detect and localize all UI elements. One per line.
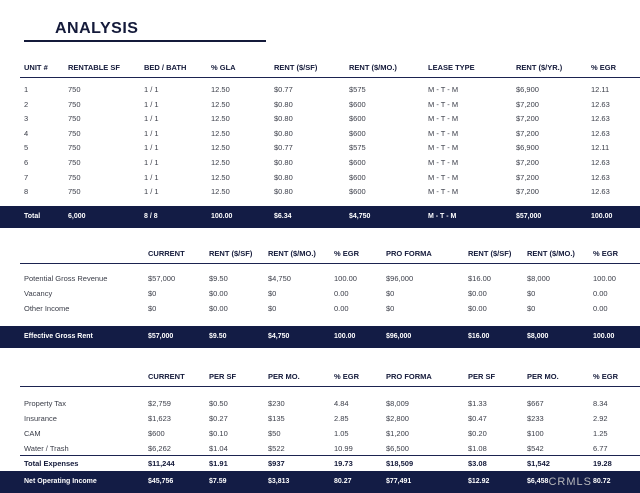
table-cell: $0.80 <box>274 128 293 138</box>
table-cell: $0 <box>268 304 277 313</box>
column-header: PRO FORMA <box>386 249 432 258</box>
table-cell: $6,262 <box>148 444 171 453</box>
total-cell: 100.00 <box>593 333 615 340</box>
table-cell: $6,900 <box>516 143 539 153</box>
noi-cell: 80.27 <box>334 478 352 485</box>
table-cell: $0.80 <box>274 114 293 124</box>
table-cell: $0.00 <box>468 289 487 298</box>
noi-cell: $6,458 <box>527 478 549 485</box>
total-divider <box>20 455 640 456</box>
noi-cell: $7.59 <box>209 478 227 485</box>
total-expenses-cell: $1,542 <box>527 459 550 468</box>
page-title: ANALYSIS <box>55 20 139 37</box>
column-header: % EGR <box>593 372 619 381</box>
table-cell: 12.50 <box>211 143 230 153</box>
table-cell: 12.50 <box>211 158 230 167</box>
table-cell: $0.00 <box>468 304 487 313</box>
table-cell: 0.00 <box>593 289 608 298</box>
total-cell: $8,000 <box>527 333 549 340</box>
table-cell: $0.10 <box>209 429 228 438</box>
table-cell: Insurance <box>24 414 57 423</box>
table-cell: 12.63 <box>591 172 610 182</box>
table-cell: 12.63 <box>591 99 610 109</box>
table-cell: $7,200 <box>516 99 539 109</box>
table-cell: 750 <box>68 143 81 153</box>
table-cell: 12.50 <box>211 128 230 138</box>
column-header: % EGR <box>334 249 360 258</box>
header-divider <box>20 263 640 264</box>
table-cell: M - T - M <box>428 187 459 197</box>
table-cell: Other Income <box>24 304 70 313</box>
total-cell: Total <box>24 213 41 220</box>
table-cell: $2,800 <box>386 414 409 423</box>
table-cell: 1 / 1 <box>144 187 159 197</box>
table-cell: $600 <box>349 99 366 109</box>
table-cell: 6.77 <box>593 444 608 453</box>
table-cell: 12.50 <box>211 99 230 109</box>
total-band <box>0 206 640 228</box>
table-cell: $1.33 <box>468 399 487 408</box>
total-cell: 100.00 <box>591 213 613 220</box>
table-cell: $0 <box>148 304 157 313</box>
total-expenses-cell: $937 <box>268 459 285 468</box>
header-divider <box>20 77 640 78</box>
column-header: RENT ($/SF) <box>274 63 318 72</box>
column-header: % GLA <box>211 63 236 72</box>
table-cell: $575 <box>349 143 366 153</box>
table-cell: $16.00 <box>468 274 491 283</box>
column-header: PER MO. <box>527 372 559 381</box>
column-header: RENT ($/MO.) <box>527 249 575 258</box>
table-cell: $6,500 <box>386 444 409 453</box>
table-cell: 8.34 <box>593 399 608 408</box>
watermark-logo: CRMLS <box>548 476 592 488</box>
table-cell: 1 / 1 <box>144 114 159 124</box>
table-cell: 5 <box>24 143 29 153</box>
noi-cell: $3,813 <box>268 478 290 485</box>
column-header: UNIT # <box>24 63 48 72</box>
table-cell: $9.50 <box>209 274 228 283</box>
table-cell: 4 <box>24 128 29 138</box>
table-cell: 1 <box>24 85 29 94</box>
total-cell: $9.50 <box>209 333 227 340</box>
table-cell: $50 <box>268 429 281 438</box>
column-header: PRO FORMA <box>386 372 432 381</box>
column-header: CURRENT <box>148 372 185 381</box>
total-expenses-cell: Total Expenses <box>24 459 79 468</box>
table-cell: 10.99 <box>334 444 353 453</box>
total-cell: $4,750 <box>268 333 290 340</box>
total-cell: 100.00 <box>211 213 233 220</box>
table-cell: $0.00 <box>209 304 228 313</box>
total-cell: $57,000 <box>148 333 174 340</box>
total-cell: $57,000 <box>516 213 542 220</box>
table-cell: $0.47 <box>468 414 487 423</box>
header-divider <box>20 386 640 387</box>
table-cell: $0 <box>386 304 395 313</box>
total-expenses-cell: $1.91 <box>209 459 228 468</box>
table-cell: $667 <box>527 399 544 408</box>
table-cell: $0.00 <box>209 289 228 298</box>
table-cell: $8,009 <box>386 399 409 408</box>
table-cell: Water / Trash <box>24 444 69 453</box>
table-cell: 1.05 <box>334 429 349 438</box>
total-cell: 8 / 8 <box>144 213 158 220</box>
table-cell: 750 <box>68 158 81 167</box>
table-cell: $0 <box>386 289 395 298</box>
column-header: BED / BATH <box>144 63 187 72</box>
table-cell: Potential Gross Revenue <box>24 274 108 283</box>
table-cell: 7 <box>24 172 29 182</box>
total-expenses-cell: $11,244 <box>148 459 175 468</box>
table-cell: 750 <box>68 172 81 182</box>
noi-cell: $12.92 <box>468 478 490 485</box>
title-underline <box>24 40 266 42</box>
table-cell: 8 <box>24 187 29 197</box>
table-cell: 12.63 <box>591 128 610 138</box>
table-cell: $7,200 <box>516 158 539 167</box>
table-cell: 0.00 <box>593 304 608 313</box>
column-header: LEASE TYPE <box>428 63 475 72</box>
table-cell: $230 <box>268 399 285 408</box>
table-cell: $600 <box>349 128 366 138</box>
table-cell: $6,900 <box>516 85 539 94</box>
table-cell: M - T - M <box>428 143 459 153</box>
table-cell: 12.11 <box>591 143 610 153</box>
table-cell: $0 <box>527 289 536 298</box>
noi-cell: 80.72 <box>593 478 611 485</box>
column-header: % EGR <box>593 249 619 258</box>
table-cell: 1 / 1 <box>144 172 159 182</box>
table-cell: 1 / 1 <box>144 85 159 94</box>
table-cell: 2.92 <box>593 414 608 423</box>
column-header: % EGR <box>334 372 360 381</box>
table-cell: M - T - M <box>428 85 459 94</box>
table-cell: $600 <box>349 114 366 124</box>
table-cell: $600 <box>349 187 366 197</box>
total-cell: 100.00 <box>334 333 356 340</box>
table-cell: 12.50 <box>211 187 230 197</box>
table-cell: $522 <box>268 444 285 453</box>
table-cell: $7,200 <box>516 114 539 124</box>
column-header: PER SF <box>468 372 496 381</box>
column-header: RENTABLE SF <box>68 63 120 72</box>
table-cell: $0.80 <box>274 172 293 182</box>
table-cell: $0.80 <box>274 158 293 167</box>
table-cell: $7,200 <box>516 128 539 138</box>
table-cell: 12.50 <box>211 172 230 182</box>
table-cell: Property Tax <box>24 399 66 408</box>
table-cell: $0 <box>148 289 157 298</box>
total-cell: $4,750 <box>349 213 371 220</box>
column-header: RENT ($/MO.) <box>349 63 397 72</box>
table-cell: $7,200 <box>516 172 539 182</box>
table-cell: 12.50 <box>211 85 230 94</box>
table-cell: M - T - M <box>428 128 459 138</box>
column-header: PER SF <box>209 372 237 381</box>
table-cell: $0 <box>527 304 536 313</box>
table-cell: $0 <box>268 289 277 298</box>
total-expenses-cell: 19.28 <box>593 459 612 468</box>
table-cell: $7,200 <box>516 187 539 197</box>
total-expenses-cell: $18,509 <box>386 459 414 468</box>
table-cell: 750 <box>68 187 81 197</box>
noi-cell: $77,491 <box>386 478 412 485</box>
table-cell: M - T - M <box>428 99 459 109</box>
total-expenses-cell: 19.73 <box>334 459 353 468</box>
table-cell: $575 <box>349 85 366 94</box>
table-cell: $0.77 <box>274 143 293 153</box>
table-cell: $1,200 <box>386 429 409 438</box>
table-cell: $0.80 <box>274 99 293 109</box>
table-cell: M - T - M <box>428 114 459 124</box>
table-cell: 12.11 <box>591 85 610 94</box>
table-cell: 1.25 <box>593 429 608 438</box>
table-cell: $100 <box>527 429 544 438</box>
column-header: RENT ($/MO.) <box>268 249 316 258</box>
table-cell: 750 <box>68 114 81 124</box>
total-cell: Effective Gross Rent <box>24 333 93 340</box>
table-cell: M - T - M <box>428 172 459 182</box>
total-expenses-cell: $3.08 <box>468 459 487 468</box>
table-cell: 1 / 1 <box>144 99 159 109</box>
table-cell: $96,000 <box>386 274 414 283</box>
table-cell: 3 <box>24 114 29 124</box>
table-cell: 750 <box>68 128 81 138</box>
total-cell: 6,000 <box>68 213 86 220</box>
noi-cell: $45,756 <box>148 478 174 485</box>
table-cell: $2,759 <box>148 399 171 408</box>
table-cell: 750 <box>68 85 81 94</box>
table-cell: $600 <box>349 172 366 182</box>
table-cell: 2 <box>24 99 29 109</box>
total-cell: M - T - M <box>428 213 457 220</box>
table-cell: M - T - M <box>428 158 459 167</box>
table-cell: 0.00 <box>334 304 349 313</box>
table-cell: 12.50 <box>211 114 230 124</box>
table-cell: 100.00 <box>593 274 616 283</box>
table-cell: $233 <box>527 414 544 423</box>
table-cell: 750 <box>68 99 81 109</box>
table-cell: $600 <box>349 158 366 167</box>
table-cell: $4,750 <box>268 274 291 283</box>
table-cell: 1 / 1 <box>144 128 159 138</box>
table-cell: 1 / 1 <box>144 143 159 153</box>
table-cell: 12.63 <box>591 187 610 197</box>
table-cell: $542 <box>527 444 544 453</box>
total-cell: $16.00 <box>468 333 490 340</box>
column-header: CURRENT <box>148 249 185 258</box>
table-cell: $8,000 <box>527 274 550 283</box>
table-cell: 1 / 1 <box>144 158 159 167</box>
table-cell: $1.04 <box>209 444 228 453</box>
table-cell: 2.85 <box>334 414 349 423</box>
table-cell: 0.00 <box>334 289 349 298</box>
table-cell: 12.63 <box>591 158 610 167</box>
table-cell: 6 <box>24 158 29 167</box>
noi-cell: Net Operating Income <box>24 478 97 485</box>
table-cell: Vacancy <box>24 289 53 298</box>
column-header: RENT ($/YR.) <box>516 63 563 72</box>
column-header: % EGR <box>591 63 617 72</box>
column-header: RENT ($/SF) <box>209 249 253 258</box>
table-cell: $57,000 <box>148 274 176 283</box>
column-header: PER MO. <box>268 372 300 381</box>
table-cell: $135 <box>268 414 285 423</box>
table-cell: $0.80 <box>274 187 293 197</box>
table-cell: $1.08 <box>468 444 487 453</box>
table-cell: $0.77 <box>274 85 293 94</box>
table-cell: $600 <box>148 429 165 438</box>
table-cell: 100.00 <box>334 274 357 283</box>
column-header: RENT ($/SF) <box>468 249 512 258</box>
table-cell: CAM <box>24 429 41 438</box>
total-cell: $6.34 <box>274 213 292 220</box>
table-cell: $0.20 <box>468 429 487 438</box>
table-cell: 12.63 <box>591 114 610 124</box>
table-cell: 4.84 <box>334 399 349 408</box>
total-cell: $96,000 <box>386 333 412 340</box>
table-cell: $1,623 <box>148 414 171 423</box>
table-cell: $0.50 <box>209 399 228 408</box>
table-cell: $0.27 <box>209 414 228 423</box>
